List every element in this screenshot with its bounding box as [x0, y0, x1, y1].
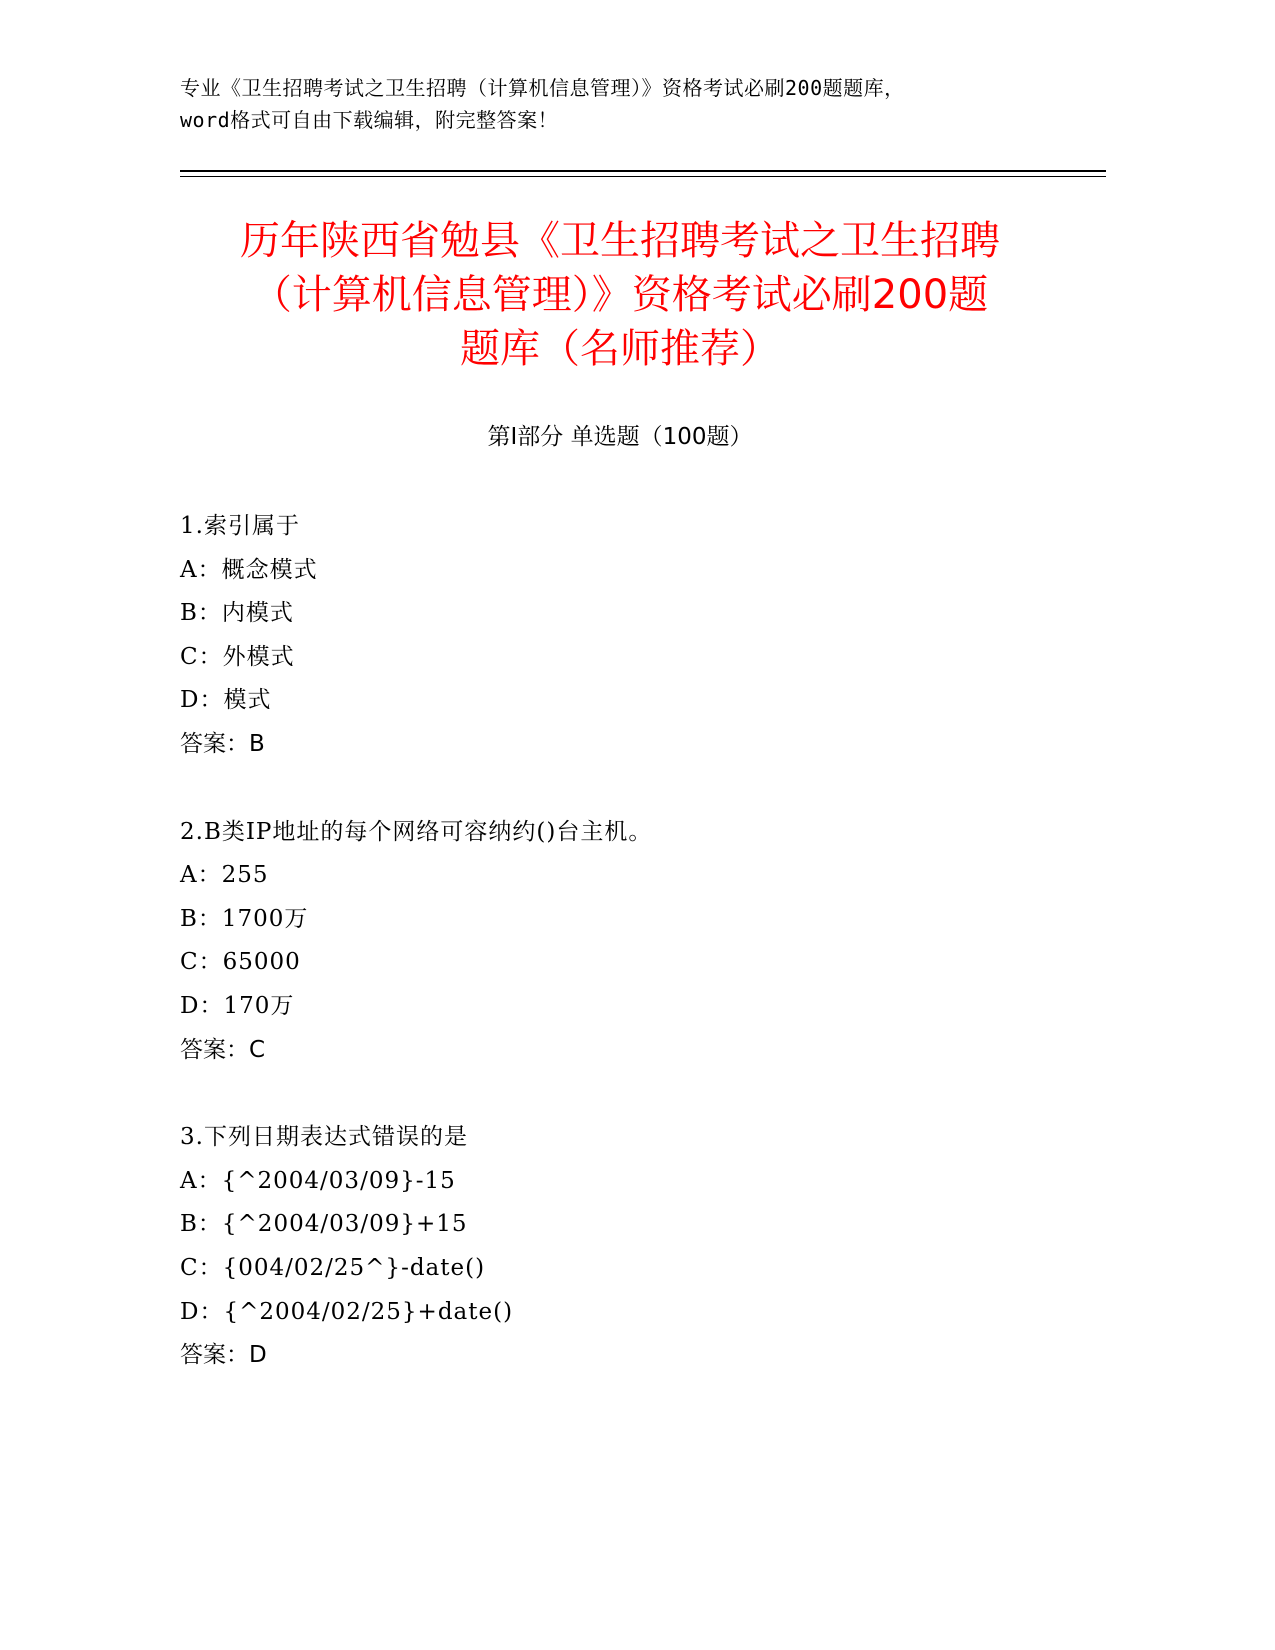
question-stem: 2.B类IP地址的每个网络可容纳约()台主机。	[180, 818, 653, 845]
question-option-d: D：模式	[180, 687, 272, 714]
document-title	[180, 214, 1060, 376]
question-option-c: C：{004/02/25^}-date()	[180, 1254, 486, 1281]
question-option-b: B：内模式	[180, 600, 294, 627]
header-divider-thick	[180, 170, 1106, 172]
title-line-2: （计算机信息管理）》资格考试必刷200题	[251, 272, 989, 318]
title-line-3: 题库（名师推荐）	[460, 326, 780, 372]
question-option-a: A：255	[180, 862, 269, 889]
question-option-a: A：{^2004/03/09}-15	[180, 1167, 456, 1194]
question-list	[180, 505, 1060, 1422]
question-option-b: B：1700万	[180, 905, 309, 932]
question-option-b: B：{^2004/03/09}+15	[180, 1211, 468, 1238]
document-header-note	[180, 72, 1060, 136]
question-item	[180, 1116, 1060, 1378]
question-item	[180, 811, 1060, 1073]
question-answer: 答案：B	[180, 730, 265, 757]
header-note-line-2: word格式可自由下载编辑，附完整答案！	[180, 108, 559, 132]
question-stem: 1.索引属于	[180, 513, 300, 539]
question-stem: 3.下列日期表达式错误的是	[180, 1124, 468, 1151]
question-option-c: C：65000	[180, 949, 301, 976]
question-option-d: D：{^2004/02/25}+date()	[180, 1298, 514, 1325]
title-line-1: 历年陕西省勉县《卫生招聘考试之卫生招聘	[240, 218, 1000, 264]
question-option-c: C：外模式	[180, 643, 295, 670]
question-answer: 答案：C	[180, 1036, 266, 1063]
question-answer: 答案：D	[180, 1342, 267, 1369]
section-title: 第Ⅰ部分 单选题（100题）	[487, 424, 753, 450]
question-item	[180, 505, 1060, 767]
question-option-d: D：170万	[180, 992, 295, 1019]
header-note-line-1: 专业《卫生招聘考试之卫生招聘（计算机信息管理）》资格考试必刷200题题库，	[180, 76, 905, 100]
question-option-a: A：概念模式	[180, 556, 318, 583]
header-divider-thin	[180, 176, 1106, 177]
